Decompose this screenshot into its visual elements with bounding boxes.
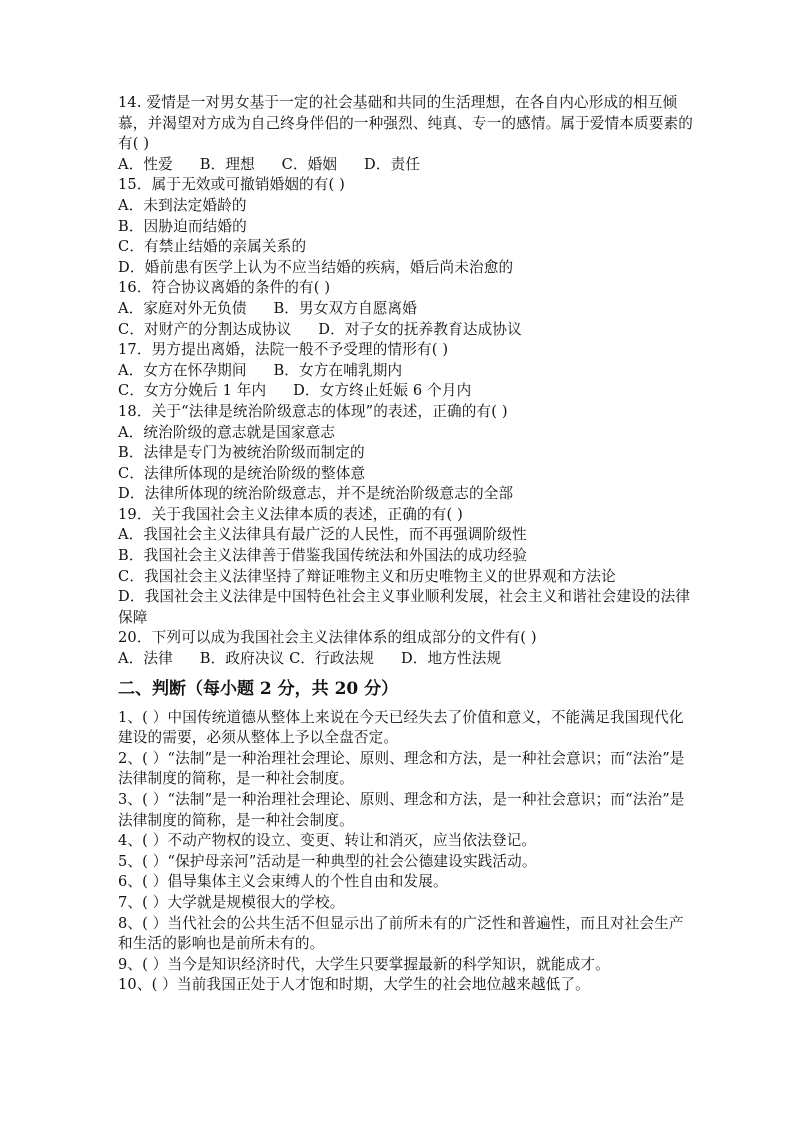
- option-c: C．婚姻: [281, 155, 338, 173]
- option-d: D．法律所体现的统治阶级意志，并不是统治阶级意志的全部: [118, 485, 514, 503]
- question-16-options-ab: [118, 299, 693, 320]
- option-c: C．法律所体现的是统治阶级的整体意: [118, 464, 366, 482]
- option-c: C．我国社会主义法律坚持了辩证唯物主义和历史唯物主义的世界观和方法论: [118, 567, 616, 585]
- option-a: A．家庭对外无负债: [118, 299, 247, 317]
- question-20: 20．下列可以成为我国社会主义法律体系的组成部分的文件有( ): [118, 629, 537, 647]
- question-15: 15．属于无效或可撤销婚姻的有( ): [118, 176, 346, 194]
- option-b: B．理想: [199, 155, 255, 173]
- judgment-item-5: 5、( ）“保护母亲河”活动是一种典型的社会公德建设实践活动。: [118, 852, 537, 870]
- question-17-options-ab: [118, 361, 693, 382]
- option-a: A．性爱: [118, 155, 173, 173]
- question-14-options: [118, 155, 693, 176]
- question-18: 18．关于“法律是统治阶级意志的体现”的表述，正确的有( ): [118, 402, 508, 420]
- question-17: 17．男方提出离婚，法院一般不予受理的情形有( ): [118, 341, 449, 359]
- question-14: 14. 爱情是一对男女基于一定的社会基础和共同的生活理想，在各自内心形成的相互倾慕，并渴望对方成为自己终身伴侣的一种强烈、纯真、专一的感情。属于爱情本质要素的有( ): [118, 94, 694, 153]
- question-17-options-cd: [118, 381, 693, 402]
- option-b: B．因胁迫而结婚的: [118, 217, 247, 235]
- judgment-item-4: 4、( ）不动产物权的设立、变更、转让和消灭，应当依法登记。: [118, 832, 537, 850]
- option-a: A．法律: [118, 650, 173, 668]
- question-20-options: [118, 649, 693, 670]
- option-a: A．统治阶级的意志就是国家意志: [118, 423, 336, 441]
- judgment-item-10: 10、( ）当前我国正处于人才饱和时期，大学生的社会地位越来越低了。: [118, 976, 590, 994]
- judgment-item-9: 9、( ）当今是知识经济时代，大学生只要掌握最新的科学知识，就能成才。: [118, 955, 610, 973]
- option-b: B．法律是专门为被统治阶级而制定的: [118, 444, 365, 462]
- option-d: D．婚前患有医学上认为不应当结婚的疾病，婚后尚未治愈的: [118, 258, 514, 276]
- judgment-item-7: 7、( ）大学就是规模很大的学校。: [118, 893, 345, 911]
- judgment-item-6: 6、( ）倡导集体主义会束缚人的个性自由和发展。: [118, 873, 448, 891]
- section-title-judgment: 二、判断（每小题 2 分，共 20 分）: [118, 678, 399, 699]
- option-c: C．对财产的分割达成协议: [118, 320, 292, 338]
- option-d: D．对子女的抚养教育达成协议: [318, 320, 522, 338]
- option-a: A．女方在怀孕期间: [118, 361, 247, 379]
- judgment-item-8: 8、( ）当代社会的公共生活不但显示出了前所未有的广泛性和普遍性，而且对社会生产和生活的影响也是前所未有的。: [118, 914, 684, 953]
- option-c: C．女方分娩后 1 年内: [118, 382, 267, 400]
- option-d: D．女方终止妊娠 6 个月内: [293, 382, 472, 400]
- question-16-options-cd: [118, 320, 693, 341]
- option-d: D．我国社会主义法律是中国特色社会主义事业顺利发展，社会主义和谐社会建设的法律保障: [118, 588, 691, 626]
- option-b: B．政府决议 C．行政法规: [199, 650, 375, 668]
- judgment-item-1: 1、( ）中国传统道德从整体上来说在今天已经失去了价值和意义，不能满足我国现代化建设的需要，必须从整体上予以全盘否定。: [118, 708, 684, 747]
- question-16: 16．符合协议离婚的条件的有( ): [118, 279, 331, 297]
- option-b: B．女方在哺乳期内: [273, 361, 403, 379]
- option-a: A．我国社会主义法律具有最广泛的人民性，而不再强调阶级性: [118, 526, 527, 544]
- option-c: C．有禁止结婚的亲属关系的: [118, 238, 307, 256]
- judgment-item-2: 2、( ）“法制”是一种治理社会理论、原则、理念和方法，是一种社会意识；而“法治”是法律制度的简称，是一种社会制度。: [118, 749, 685, 788]
- option-b: B．男女双方自愿离婚: [273, 299, 418, 317]
- option-a: A．未到法定婚龄的: [118, 196, 247, 214]
- judgment-item-3: 3、( ）“法制”是一种治理社会理论、原则、理念和方法，是一种社会意识；而“法治”是法律制度的简称，是一种社会制度。: [118, 791, 685, 829]
- option-d: D．责任: [363, 155, 421, 173]
- option-d: D．地方性法规: [400, 650, 502, 668]
- option-b: B．我国社会主义法律善于借鉴我国传统法和外国法的成功经验: [118, 547, 527, 565]
- question-19: 19．关于我国社会主义法律本质的表述，正确的有( ): [118, 505, 463, 523]
